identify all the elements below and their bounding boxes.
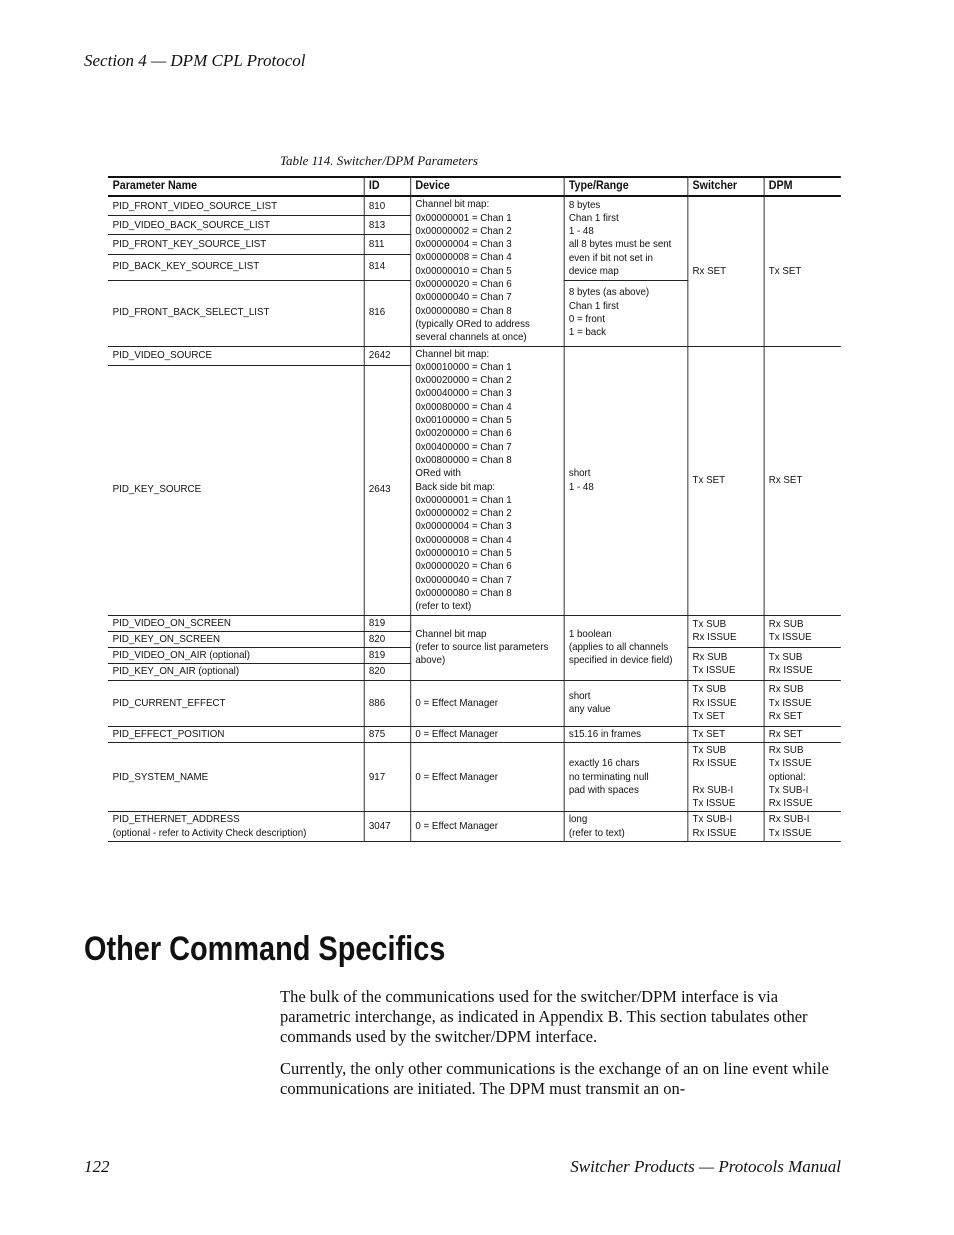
param-name [108,664,364,680]
dpm-cell [764,680,841,726]
cell-line: long [568,813,588,826]
param-name [108,648,364,664]
param-id: 819 [364,615,411,631]
cell-line: Tx SUB [692,683,727,696]
param-name [108,365,364,615]
cell-line: PID_ETHERNET_ADDRESS [112,813,240,826]
cell-line: 0x00000004 = Chan 3 [415,520,512,533]
cell-line: Tx ISSUE [768,696,812,709]
cell-line: any value [568,703,611,716]
cell-line: PID_FRONT_KEY_SOURCE_LIST [112,237,267,250]
cell-line: (optional - refer to Activity Check description) [112,826,307,839]
dpm-cell [764,196,841,346]
table-row [108,742,841,811]
cell-line: Tx SUB [692,743,727,756]
cell-line: PID_SYSTEM_NAME [112,770,209,783]
cell-line: 0x00000008 = Chan 4 [415,251,512,264]
param-id: 917 [364,742,411,811]
running-header: Section 4 — DPM CPL Protocol [84,51,306,70]
cell-line: 0x00000080 = Chan 8 [415,586,512,599]
param-name [108,254,364,280]
type-cell [564,615,688,680]
cell-line: Channel bit map: [415,347,490,360]
cell-line: PID_KEY_ON_AIR (optional) [112,665,240,678]
cell-line: no terminating null [568,770,649,783]
cell-line: Rx ISSUE [692,826,737,839]
cell-line: Rx SUB [768,618,804,630]
cell-line: 0x00400000 = Chan 7 [415,440,512,453]
cell-line: PID_CURRENT_EFFECT [112,696,226,709]
cell-line: 0x00020000 = Chan 2 [415,374,512,387]
param-id: 810 [364,196,411,216]
device-cell [410,726,563,742]
column-header: Type/Range [564,177,688,196]
cell-line: Chan 1 first [568,211,619,224]
cell-line: 0 = front [568,313,605,326]
cell-line: Rx SUB-I [692,783,734,796]
cell-line: Back side bit map: [415,480,496,493]
switcher-cell [687,615,763,648]
device-cell [410,680,563,726]
cell-line: (applies to all channels [568,640,669,653]
cell-line: PID_FRONT_BACK_SELECT_LIST [112,306,270,319]
dpm-cell [764,346,841,615]
cell-line: short [568,689,591,702]
cell-line: 0x00000004 = Chan 3 [415,238,512,251]
cell-line: Tx ISSUE [692,663,736,676]
cell-line: PID_VIDEO_BACK_SOURCE_LIST [112,218,271,231]
cell-line: 0x00000002 = Chan 2 [415,224,512,237]
cell-line: (refer to text) [568,826,625,839]
cell-line: 0x00100000 = Chan 5 [415,414,512,427]
param-name [108,680,364,726]
switcher-cell [687,726,763,742]
cell-line: 0x00000020 = Chan 6 [415,278,512,291]
cell-line: Channel bit map: [415,198,490,211]
cell-line: 0x00080000 = Chan 4 [415,400,512,413]
switcher-cell [687,742,763,811]
cell-line: 0x00000010 = Chan 5 [415,547,512,560]
dpm-cell [764,615,841,648]
cell-line: even if bit not set in [568,251,653,264]
table-row [108,196,841,216]
cell-line: PID_FRONT_VIDEO_SOURCE_LIST [112,199,278,212]
cell-line: 1 - 48 [568,480,594,493]
cell-line: Tx SUB-I [768,783,809,796]
table-row [108,726,841,742]
param-id: 886 [364,680,411,726]
cell-line: 0 = Effect Manager [415,770,498,783]
cell-line: 0x00000001 = Chan 1 [415,493,512,506]
param-name [108,726,364,742]
table-header-row [108,177,841,196]
cell-line [693,771,759,784]
param-id: 3047 [364,812,411,842]
column-header: DPM [764,177,841,196]
column-header: Parameter Name [108,177,364,196]
cell-line: PID_VIDEO_ON_AIR (optional) [112,649,250,662]
param-id: 816 [364,280,411,346]
cell-line: 0x00000040 = Chan 7 [415,573,512,586]
cell-line: 1 = back [568,326,607,339]
device-cell [410,346,563,615]
cell-line: Tx SET [692,709,726,722]
param-id: 819 [364,648,411,664]
type-cell [564,812,688,842]
body-paragraph: The bulk of the communications used for the switcher/DPM interface is via parametric interchange, as indicated in Appendix B. This section tabulates other commands used by the switcher/DPM interface. [280,987,808,1046]
cell-line: PID_KEY_ON_SCREEN [112,632,221,645]
cell-line: (refer to source list parameters [415,640,549,653]
cell-line: 1 boolean [568,627,612,640]
device-cell [410,615,563,680]
param-id: 813 [364,216,411,235]
dpm-cell [764,726,841,742]
cell-line: Rx ISSUE [692,757,737,770]
cell-line: above) [415,654,446,667]
cell-line: Rx SUB-I [768,813,810,826]
table-row [108,346,841,365]
cell-line: Tx ISSUE [768,757,812,770]
cell-line: 1 - 48 [568,225,594,238]
cell-line: 0x00010000 = Chan 1 [415,360,512,373]
cell-line: 0x00000010 = Chan 5 [415,264,512,277]
param-name [108,812,364,842]
cell-line: exactly 16 chars [568,757,640,770]
cell-line: Tx ISSUE [768,826,812,839]
cell-line: (typically ORed to address [415,317,530,330]
param-id: 875 [364,726,411,742]
cell-line: Rx SET [692,264,727,277]
cell-line: 0x00040000 = Chan 3 [415,387,512,400]
param-name [108,235,364,254]
param-id: 820 [364,631,411,647]
cell-line: ORed with [415,467,461,480]
column-header: Switcher [687,177,763,196]
cell-line: Rx ISSUE [692,631,737,644]
cell-line: Channel bit map [415,627,487,640]
param-name [108,742,364,811]
cell-line: 0 = Effect Manager [415,696,498,709]
cell-line: Rx SET [768,709,803,722]
switcher-cell [687,812,763,842]
table-row [108,680,841,726]
cell-line: PID_BACK_KEY_SOURCE_LIST [112,260,260,273]
page-number: 122 [84,1157,110,1176]
cell-line: Rx SUB [768,743,804,756]
param-id: 2642 [364,346,411,365]
param-name [108,196,364,216]
cell-line: Tx SET [768,264,802,277]
switcher-cell [687,680,763,726]
cell-line: Rx SET [768,473,803,486]
cell-line: s15.16 in frames [568,727,642,740]
cell-line: PID_KEY_SOURCE [112,483,202,496]
table-row [108,812,841,842]
cell-line: short [568,467,591,480]
cell-line: device map [568,265,619,278]
cell-line: (refer to text) [415,600,472,613]
cell-line: 0x00200000 = Chan 6 [415,427,512,440]
cell-line: Rx SET [768,727,803,740]
cell-line: 0x00000080 = Chan 8 [415,304,512,317]
parameters-table [108,176,841,842]
cell-line: Rx SUB [768,683,804,696]
manual-title: Switcher Products — Protocols Manual [570,1157,841,1176]
switcher-cell [687,196,763,346]
column-header: ID [364,177,411,196]
cell-line: Tx SUB [692,618,727,630]
dpm-cell [764,742,841,811]
cell-line: 0x00000001 = Chan 1 [415,211,512,224]
switcher-cell [687,648,763,681]
cell-line: Rx ISSUE [768,663,813,676]
cell-line: specified in device field) [568,654,673,667]
param-name [108,615,364,631]
type-cell [564,346,688,615]
param-name [108,216,364,235]
column-header: Device [410,177,563,196]
cell-line: Rx ISSUE [768,797,813,810]
cell-line: 0 = Effect Manager [415,820,498,833]
cell-line: 8 bytes [568,198,601,211]
cell-line: optional: [768,770,806,783]
cell-line: Tx ISSUE [692,797,736,810]
cell-line: 0x00800000 = Chan 8 [415,453,512,466]
type-cell [564,280,688,346]
param-id: 820 [364,664,411,680]
cell-line: PID_VIDEO_ON_SCREEN [112,616,231,629]
param-id: 811 [364,235,411,254]
param-id: 2643 [364,365,411,615]
cell-line: 0x00000008 = Chan 4 [415,533,512,546]
device-cell [410,742,563,811]
body-paragraph: Currently, the only other communications is the exchange of an on line event while communications are initiated. The DPM must transmit an on- [280,1059,829,1098]
cell-line: 0x00000002 = Chan 2 [415,507,512,520]
table-row [108,615,841,631]
cell-line: Tx ISSUE [768,631,812,644]
cell-line: Rx ISSUE [692,696,737,709]
type-cell [564,680,688,726]
type-cell [564,742,688,811]
param-name [108,346,364,365]
section-heading: Other Command Specifics [84,930,446,968]
dpm-cell [764,812,841,842]
cell-line: pad with spaces [568,783,639,796]
device-cell [410,196,563,346]
cell-line: Tx SUB [768,650,803,663]
cell-line: Tx SUB-I [692,813,733,826]
cell-line: 0x00000020 = Chan 6 [415,560,512,573]
cell-line: Tx SET [692,473,726,486]
cell-line: Rx SUB [692,650,728,663]
table-caption: Table 114. Switcher/DPM Parameters [280,153,478,168]
cell-line: PID_EFFECT_POSITION [112,727,225,740]
param-id: 814 [364,254,411,280]
switcher-cell [687,346,763,615]
dpm-cell [764,648,841,681]
cell-line: several channels at once) [415,331,527,344]
cell-line: PID_VIDEO_SOURCE [112,348,212,361]
param-name [108,631,364,647]
cell-line: 0x00000040 = Chan 7 [415,291,512,304]
cell-line: Chan 1 first [568,299,619,312]
cell-line: 0 = Effect Manager [415,727,498,740]
param-name [108,280,364,346]
type-cell [564,726,688,742]
cell-line: all 8 bytes must be sent [568,238,672,251]
device-cell [410,812,563,842]
cell-line: 8 bytes (as above) [568,286,650,299]
cell-line: Tx SET [692,727,726,740]
type-cell [564,196,688,280]
